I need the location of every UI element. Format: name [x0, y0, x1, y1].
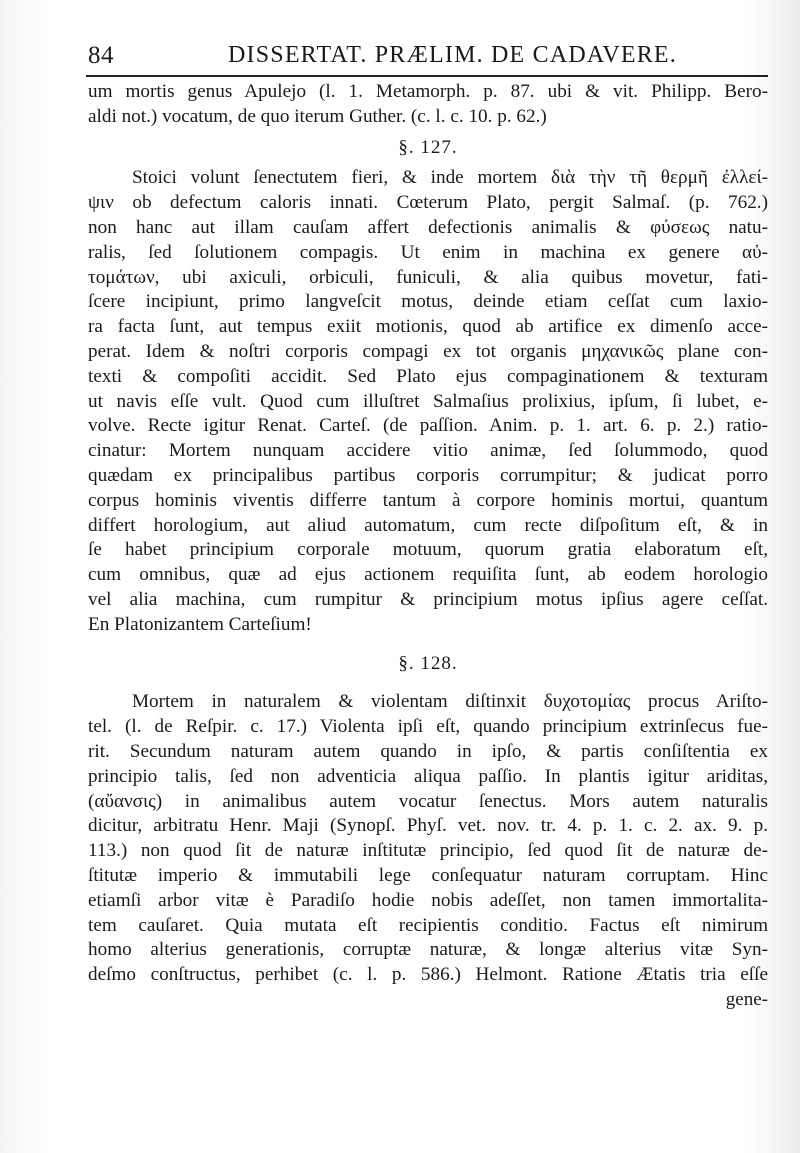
- header-rule: [86, 75, 768, 77]
- page-number: 84: [88, 42, 114, 69]
- text-line: ſtitutæ imperio & immutabili lege conſequatur naturam corruptam. Hinc: [88, 864, 768, 886]
- text-line: 113.) non quod ſit de naturæ inſtitutæ principio, ſed quod ſit de naturæ de-: [88, 840, 768, 862]
- section-heading-127: §. 127.: [398, 136, 458, 158]
- page-header: [88, 38, 768, 76]
- text-line: cinatur: Mortem nunquam accidere vitio animæ, ſed ſolummodo, quod: [88, 440, 768, 462]
- text-line: perat. Idem & noſtri corporis compagi ex tot organis μηχανικῶς plane con-: [88, 340, 768, 362]
- text-line: En Platonizantem Carteſium!: [88, 613, 312, 635]
- text-line: principio talis, ſed non adventicia aliqua paſſio. In plantis igitur ariditas,: [88, 765, 768, 787]
- text-line: ſcere incipiunt, primo langveſcit motus, deinde etiam ceſſat cum laxio-: [88, 291, 768, 313]
- body-text: [88, 80, 768, 1013]
- text-line: dicitur, arbitratu Henr. Maji (Synopſ. Phyſ. vet. nov. tr. 4. p. 1. c. 2. ax. 9. p.: [88, 815, 768, 837]
- text-line: quædam ex principalibus partibus corporis corrumpitur; & judicat porro: [88, 464, 768, 486]
- text-line: Stoici volunt ſenectutem fieri, & inde mortem διὰ τὴν τῆ θερμῆ ἐλλεί-: [132, 167, 768, 189]
- text-line: homo alterius generationis, corruptæ naturæ, & longæ alterius vitæ Syn-: [88, 939, 768, 961]
- text-line: ut navis eſſe vult. Quod cum illuſtret Salmaſius prolixius, ipſum, ſi lubet, e-: [88, 390, 768, 412]
- text-line: tel. (l. de Reſpir. c. 17.) Violenta ipſi eſt, quando principium extrinſecus fue-: [88, 716, 768, 738]
- text-line: deſmo conſtructus, perhibet (c. l. p. 586.) Helmont. Ratione Ætatis tria eſſe: [88, 964, 768, 986]
- section-heading-128: §. 128.: [398, 652, 458, 674]
- text-line: texti & compoſiti accidit. Sed Plato ejus compaginationem & texturam: [88, 365, 768, 387]
- running-title: DISSERTAT. PRÆLIM. DE CADAVERE.: [228, 42, 677, 68]
- text-line: (αὔανσις) in animalibus autem vocatur ſenectus. Mors autem naturalis: [88, 790, 768, 812]
- text-line: cum omnibus, quæ ad ejus actionem requiſita ſunt, ab eodem horologio: [88, 564, 768, 586]
- text-line: ralis, ſed ſolutionem compagis. Ut enim in machina ex genere αὐ-: [88, 241, 768, 263]
- text-line: ra facta ſunt, aut tempus exiit motionis, quod ab artifice ex dimenſo acce-: [88, 316, 768, 338]
- text-line: corpus hominis viventis differre tantum à corpore hominis mortui, quantum: [88, 489, 768, 511]
- text-line: etiamſi arbor vitæ è Paradiſo hodie nobis adeſſet, non tamen immortalita-: [88, 889, 768, 911]
- catchword: gene-: [725, 988, 768, 1010]
- text-line: ſe habet principium corporale motuum, quorum gratia elaboratum eſt,: [88, 539, 768, 561]
- text-line: τομάτων, ubi axiculi, orbiculi, funiculi, & alia quibus movetur, fati-: [88, 266, 768, 288]
- text-line: um mortis genus Apulejo (l. 1. Metamorph. p. 87. ubi & vit. Philipp. Bero-: [88, 81, 768, 102]
- text-line: tem cauſaret. Quia mutata eſt recipientis conditio. Factus eſt nimirum: [88, 914, 768, 936]
- text-line: Mortem in naturalem & violentam diſtinxit δυχοτομίας procus Ariſto-: [132, 691, 768, 713]
- text-line: rit. Secundum naturam autem quando in ipſo, & partis conſiſtentia ex: [88, 740, 768, 762]
- text-line: differt horologium, aut aliud automatum, cum recte diſpoſitum eſt, & in: [88, 514, 768, 536]
- text-line: vel alia machina, cum rumpitur & principium motus ipſius agere ceſſat.: [88, 588, 768, 610]
- text-line: aldi not.) vocatum, de quo iterum Guther. (c. l. c. 10. p. 62.): [88, 105, 547, 127]
- text-line: non hanc aut illam cauſam affert defectionis animalis & φύσεως natu-: [88, 216, 768, 238]
- text-line: volve. Recte igitur Renat. Carteſ. (de paſſion. Anim. p. 1. art. 6. p. 2.) ratio-: [88, 415, 768, 437]
- text-line: ψιν ob defectum caloris innati. Cœterum Plato, pergit Salmaſ. (p. 762.): [88, 192, 768, 214]
